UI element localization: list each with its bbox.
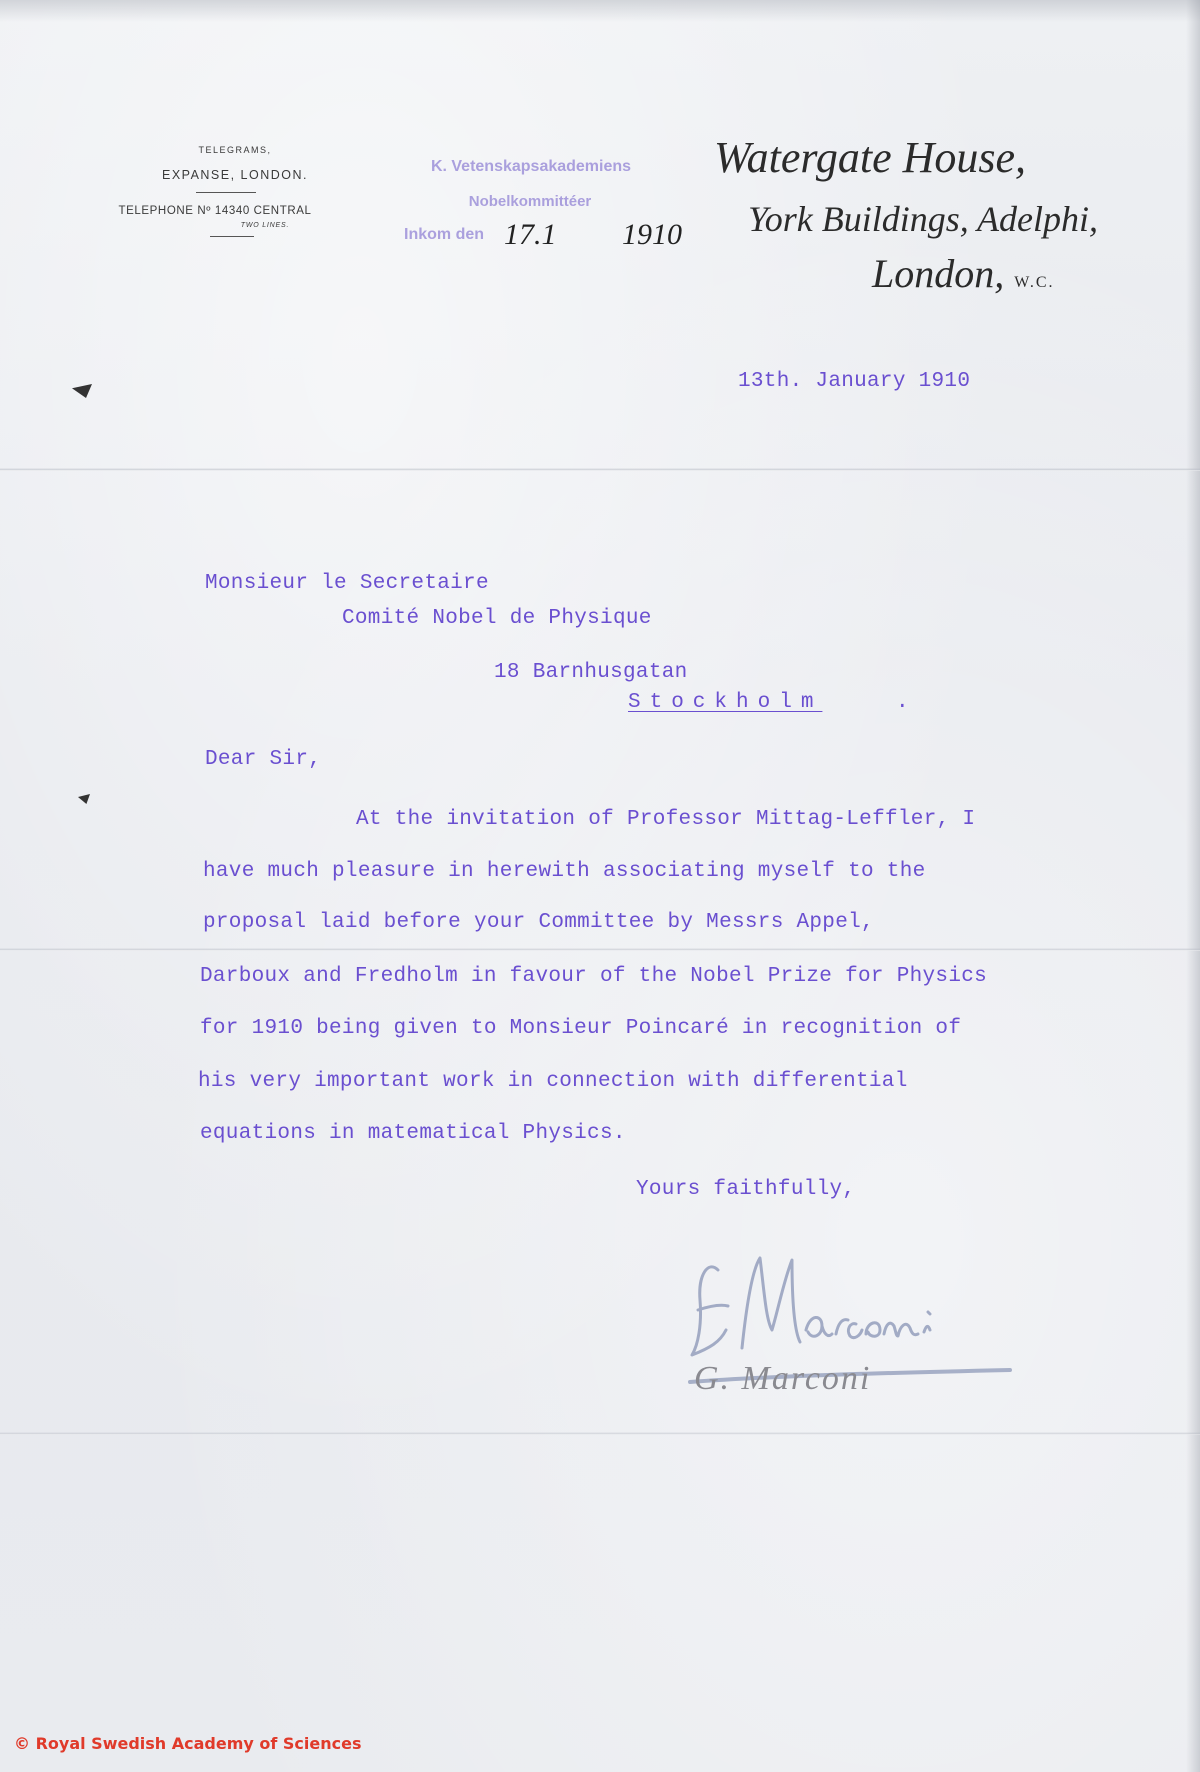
salutation: Dear Sir, (205, 748, 322, 771)
letterhead-postal-district: W.C. (1014, 274, 1055, 291)
body-line: have much pleasure in herewith associating myself to the (203, 860, 926, 883)
received-stamp-line1: K. Vetenskapsakademiens (430, 158, 632, 175)
received-stamp-year: 1910 (622, 218, 682, 251)
letterhead-telephone-lines: TWO LINES. (240, 222, 290, 229)
paper-fold-line (0, 468, 1200, 471)
letter-date: 13th. January 1910 (738, 370, 971, 393)
letterhead-telephone: TELEPHONE Nº 14340 CENTRAL (118, 205, 312, 217)
recipient-line3: 18 Barnhusgatan (494, 661, 688, 684)
letterhead-city: London, (872, 251, 1005, 296)
received-stamp-line3: Inkom den (404, 226, 485, 243)
letterhead-telegrams-label: TELEGRAMS, (198, 145, 272, 155)
recipient-line1: Monsieur le Secretaire (205, 572, 489, 595)
copyright-notice: © Royal Swedish Academy of Sciences (14, 1734, 362, 1753)
letterhead-divider (196, 192, 256, 193)
recipient-line2: Comité Nobel de Physique (342, 607, 652, 630)
paper-fold-line (0, 1432, 1200, 1435)
received-stamp-line2: Nobelkommittéer (468, 193, 592, 210)
recipient-city: Stockholm (628, 691, 823, 714)
recipient-city-punctuation: . (896, 691, 909, 714)
letterhead-address-line2: York Buildings, Adelphi, (748, 199, 1099, 239)
body-line: At the invitation of Professor Mittag-Leffler, I (356, 808, 976, 831)
letterhead-address-line1: Watergate House, (714, 133, 1027, 182)
paper-top-shadow (0, 0, 1200, 22)
paper-right-shadow (1186, 0, 1200, 1772)
body-line: equations in matematical Physics. (200, 1122, 626, 1145)
paper-fold-line (0, 948, 1200, 951)
received-stamp-day: 17.1 (504, 218, 557, 251)
body-line: proposal laid before your Committee by Messrs Appel, (203, 911, 874, 934)
punch-hole (72, 384, 92, 398)
punch-hole (78, 794, 90, 804)
letterhead-divider (210, 236, 254, 237)
signature-name: G. Marconi (694, 1360, 872, 1397)
body-line: Darboux and Fredholm in favour of the Nobel Prize for Physics (200, 965, 988, 988)
letterhead-address-line3 (872, 250, 1055, 297)
closing: Yours faithfully, (636, 1178, 856, 1201)
body-line: for 1910 being given to Monsieur Poincaré in recognition of (200, 1017, 962, 1040)
body-line: his very important work in connection with differential (198, 1070, 908, 1093)
letterhead-telegrams-address: EXPANSE, LONDON. (161, 168, 309, 182)
